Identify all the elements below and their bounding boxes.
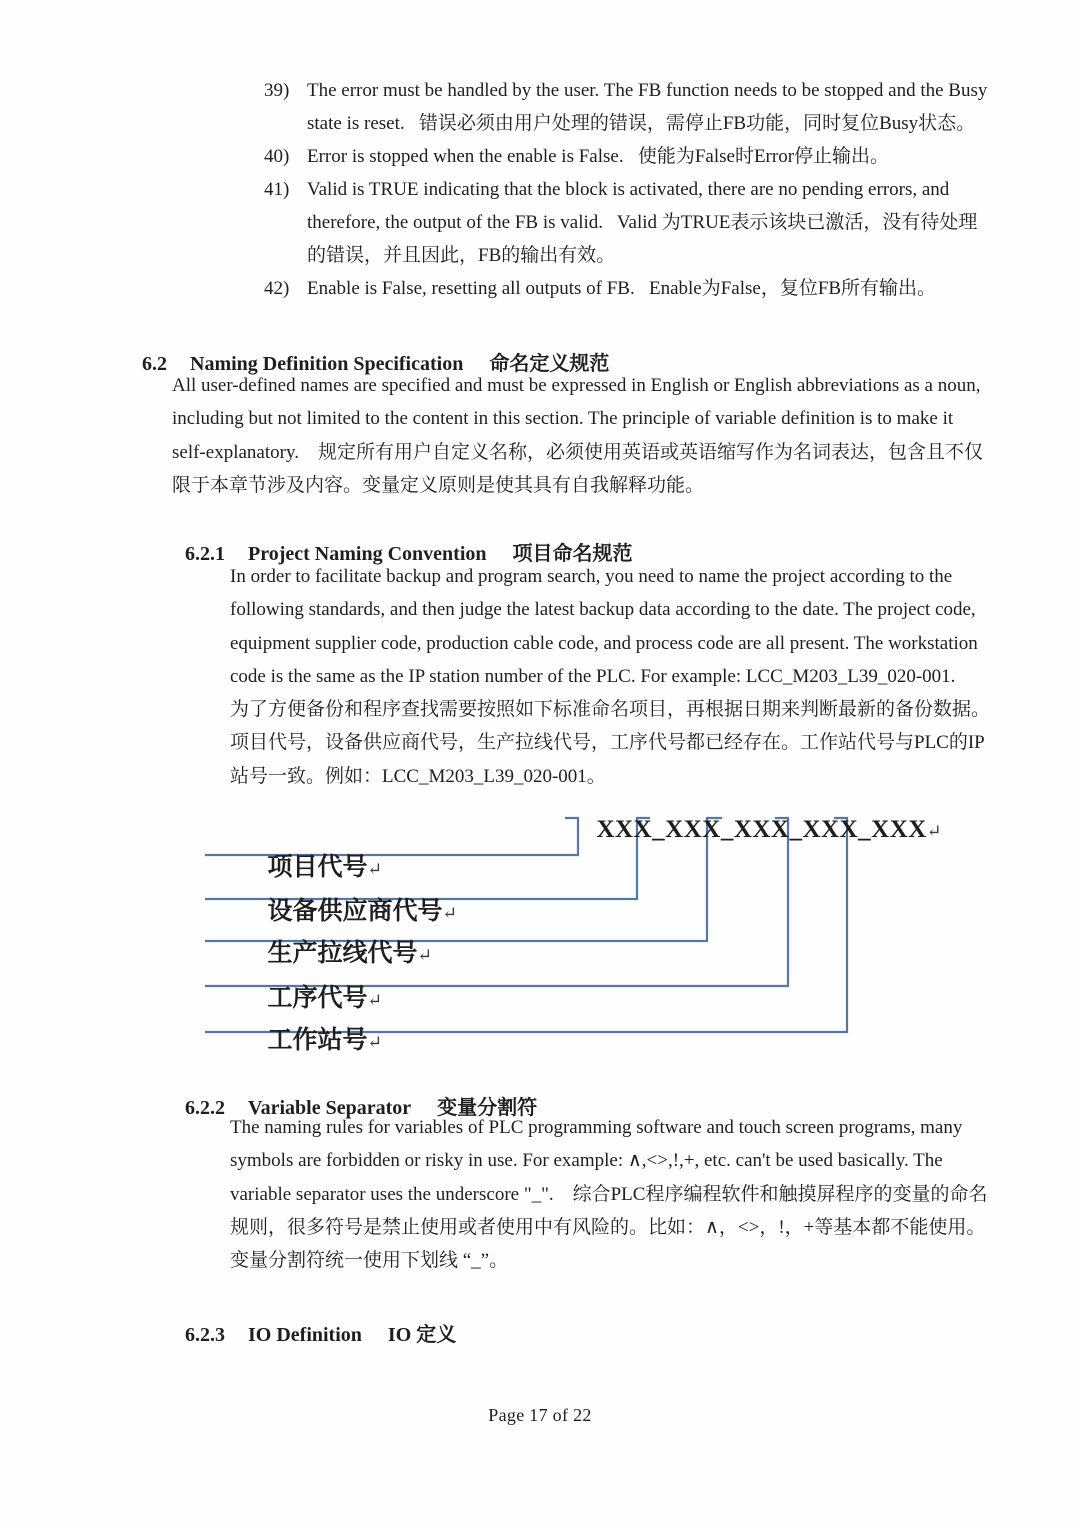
list-row xyxy=(264,206,987,239)
heading-title-zh: IO 定义 xyxy=(387,1324,457,1346)
heading-title-zh: 变量分割符 xyxy=(437,1097,538,1119)
paragraph-6-2-1 xyxy=(230,560,990,793)
paragraph-line: symbols are forbidden or risky in use. For example: ∧,<>,!,+, etc. can't be used basically. The xyxy=(230,1150,943,1172)
list-item-text: Enable is False, resetting all outputs of FB. Enable为False，复位FB所有输出。 xyxy=(307,278,937,299)
paragraph-line: following standards, and then judge the latest backup data according to the date. The project code, xyxy=(230,599,976,621)
return-mark-icon: ↵ xyxy=(442,903,458,923)
numbered-list-39-42 xyxy=(264,74,987,305)
paragraph-line: The naming rules for variables of PLC programming software and touch screen programs, many xyxy=(230,1117,963,1138)
return-mark-icon: ↵ xyxy=(926,821,942,841)
paragraph-line: 项目代号，设备供应商代号，生产拉线代号，工序代号都已经存在。工作站代号与PLC的IP xyxy=(230,732,985,754)
list-item-number xyxy=(264,107,307,140)
diagram-labels xyxy=(0,785,1080,1055)
diagram-label-text: 设备供应商代号 xyxy=(267,898,443,925)
heading-number: 6.2.2 xyxy=(185,1097,225,1119)
paragraph-line: equipment supplier code, production cable code, and process code are all present. The workstation xyxy=(230,632,978,654)
heading-title-en: IO Definition xyxy=(248,1324,362,1346)
heading-title-en: Project Naming Convention xyxy=(248,543,487,565)
paragraph-line: variable separator uses the underscore "_". 综合PLC程序编程软件和触摸屏程序的变量的命名 xyxy=(230,1183,988,1205)
heading-title-zh: 命名定义规范 xyxy=(489,353,610,375)
paragraph-line: self-explanatory. 规定所有用户自定义名称，必须使用英语或英语缩写作为名词表达，包含且不仅 xyxy=(172,441,983,463)
list-item-number xyxy=(264,206,307,239)
return-mark-icon: ↵ xyxy=(367,990,383,1010)
list-item-number: 41) xyxy=(264,179,290,200)
list-row xyxy=(264,173,987,206)
return-mark-icon: ↵ xyxy=(367,1032,383,1052)
paragraph-6-2 xyxy=(172,369,983,502)
paragraph-line: 规则，很多符号是禁止使用或者使用中有风险的。比如：∧，<>，!，+等基本都不能使用。 xyxy=(230,1216,986,1238)
list-row xyxy=(264,74,987,107)
list-item-text: Valid is TRUE indicating that the block is activated, there are no pending errors, and xyxy=(307,179,950,200)
list-item-text: state is reset. 错误必须由用户处理的错误，需停止FB功能，同时复位Busy状态。 xyxy=(307,113,976,134)
heading-title-zh: 项目命名规范 xyxy=(512,543,633,565)
return-mark-icon: ↵ xyxy=(367,859,383,879)
list-item-text: 的错误，并且因此，FB的输出有效。 xyxy=(307,245,616,266)
paragraph-line: including but not limited to the content in this section. The principle of variable definition is to make it xyxy=(172,408,954,430)
list-item-number: 39) xyxy=(264,80,290,101)
paragraph-6-2-2 xyxy=(230,1111,987,1277)
list-row xyxy=(264,239,987,272)
list-row xyxy=(264,272,987,305)
list-item-text: The error must be handled by the user. The FB function needs to be stopped and the Busy xyxy=(307,80,988,101)
paragraph-line: 为了方便备份和程序查找需要按照如下标准命名项目，再根据日期来判断最新的备份数据。 xyxy=(230,699,991,721)
list-row xyxy=(264,140,987,173)
diagram-label-text: 工序代号 xyxy=(267,985,368,1012)
heading-number: 6.2.1 xyxy=(185,543,225,565)
return-mark-icon: ↵ xyxy=(417,945,433,965)
paragraph-line: In order to facilitate backup and program search, you need to name the project according to the xyxy=(230,566,953,587)
heading-number: 6.2.3 xyxy=(185,1324,225,1346)
list-item-number: 42) xyxy=(264,278,290,299)
paragraph-line: 限于本章节涉及内容。变量定义原则是使其具有自我解释功能。 xyxy=(172,474,705,496)
paragraph-line: code is the same as the IP station number of the PLC. For example: LCC_M203_L39_020-001. xyxy=(230,665,956,687)
paragraph-line: All user-defined names are specified and must be expressed in English or English abbreviations as a noun, xyxy=(172,375,981,396)
list-item-number xyxy=(264,239,307,272)
page-footer: Page 17 of 22 xyxy=(488,1405,592,1425)
heading-6-2-3 xyxy=(165,1293,456,1377)
naming-formula-text: XXX_XXX_XXX_XXX_XXX xyxy=(596,816,927,843)
list-row xyxy=(264,107,987,140)
paragraph-line: 变量分割符统一使用下划线 “_”。 xyxy=(230,1250,509,1272)
heading-title-en: Variable Separator xyxy=(248,1097,412,1119)
naming-structure-diagram xyxy=(0,785,1080,1055)
diagram-label-text: 项目代号 xyxy=(267,854,368,881)
diagram-label-text: 工作站号 xyxy=(267,1027,368,1054)
paragraph-line: 站号一致。例如：LCC_M203_L39_020-001。 xyxy=(230,765,606,787)
diagram-label-text: 生产拉线代号 xyxy=(267,940,418,967)
heading-title-en: Naming Definition Specification xyxy=(190,353,464,375)
heading-number: 6.2 xyxy=(142,353,167,375)
list-item-text: therefore, the output of the FB is valid. Valid 为TRUE表示该块已激活，没有待处理 xyxy=(307,212,978,233)
list-item-number: 40) xyxy=(264,146,290,167)
list-item-text: Error is stopped when the enable is False. 使能为False时Error停止输出。 xyxy=(307,146,890,167)
